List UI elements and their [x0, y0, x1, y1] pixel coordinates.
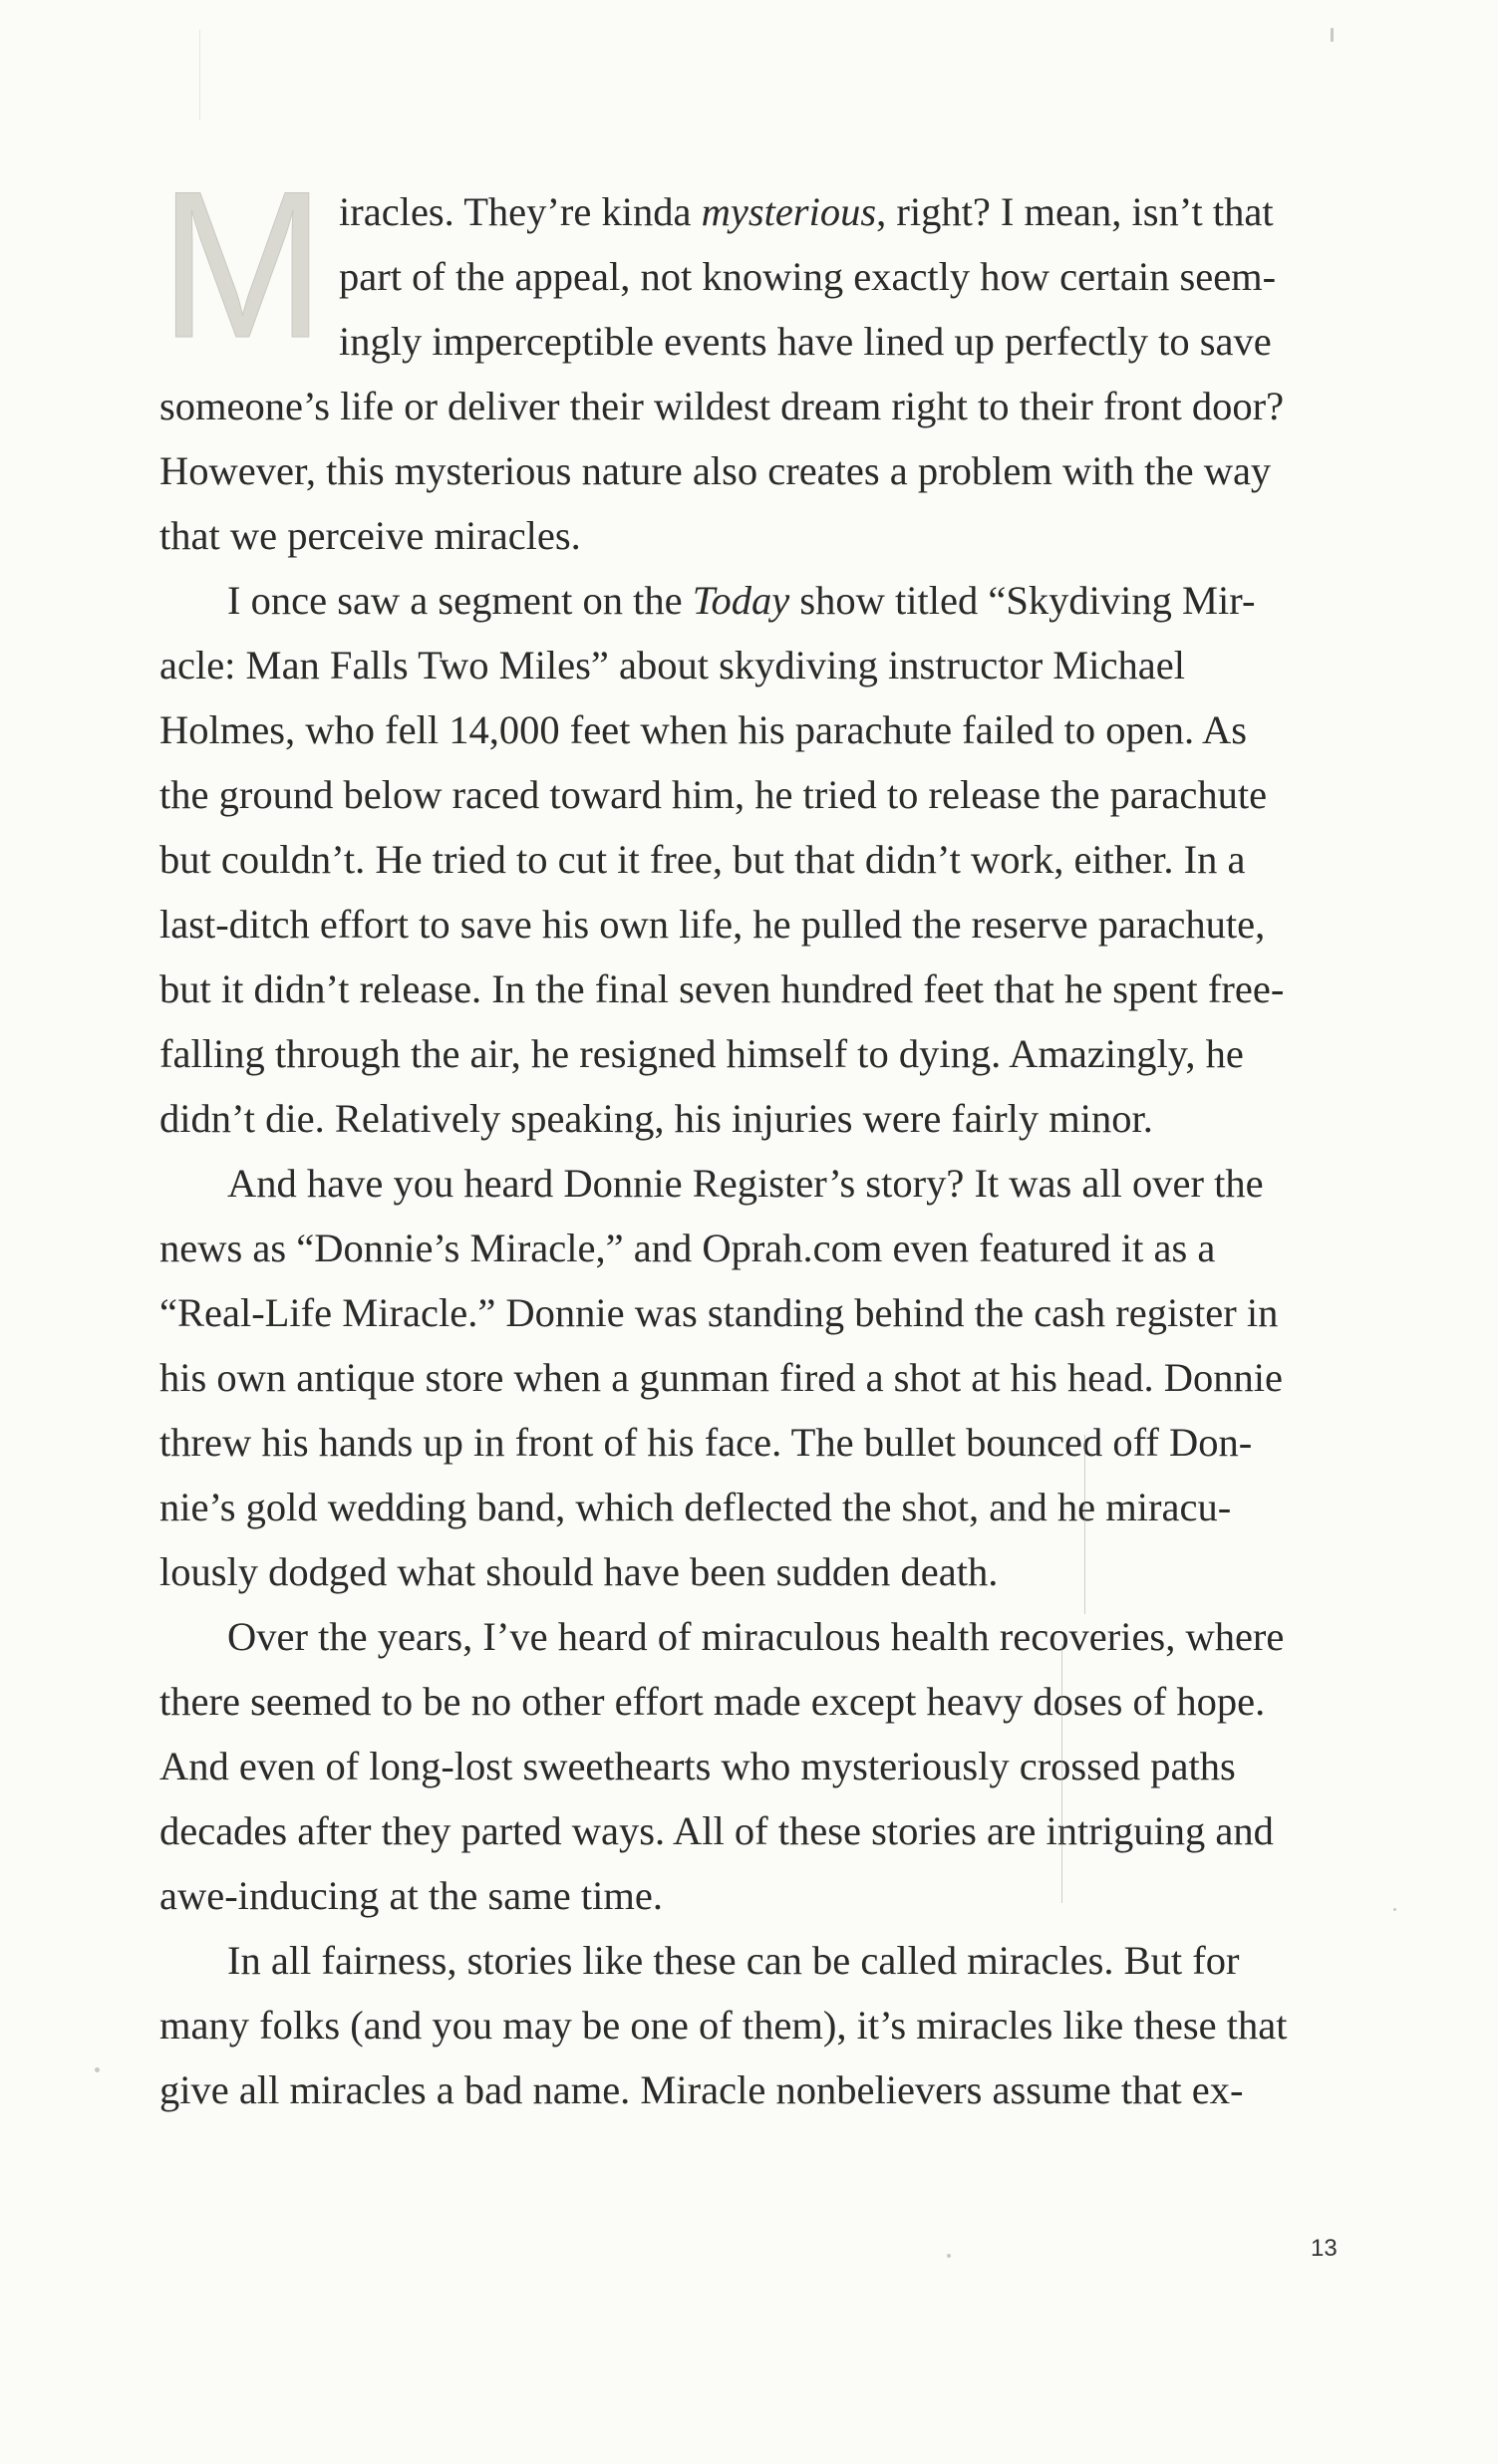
body-text — [159, 374, 1355, 2122]
text-line: In all fairness, stories like these can be called miracles. But for — [227, 1938, 1240, 1983]
text-line: someone’s life or deliver their wildest dream right to their front door? — [159, 384, 1285, 428]
text-line: iracles. They’re kinda mysterious, right? I mean, isn’t that — [339, 189, 1274, 234]
scan-artifact — [1061, 1644, 1062, 1903]
scan-speck — [1393, 1908, 1396, 1911]
text-line: I once saw a segment on the Today show titled “Skydiving Mir- — [227, 578, 1256, 623]
page-number: 13 — [1311, 2235, 1338, 2262]
text-line: And have you heard Donnie Register’s story? It was all over the — [227, 1161, 1264, 1206]
text-line: nie’s gold wedding band, which deflected the shot, and he miracu- — [159, 1485, 1232, 1529]
text-line: give all miracles a bad name. Miracle nonbelievers assume that ex- — [159, 2067, 1244, 2112]
text-line: awe-inducing at the same time. — [159, 1873, 663, 1918]
text-line: decades after they parted ways. All of these stories are intriguing and — [159, 1808, 1274, 1853]
text-line: falling through the air, he resigned himself to dying. Amazingly, he — [159, 1031, 1244, 1076]
text-line: lously dodged what should have been sudden death. — [159, 1549, 999, 1594]
scan-artifact — [1084, 1435, 1085, 1614]
text-line: the ground below raced toward him, he tried to release the parachute — [159, 772, 1268, 817]
drop-cap-letter: M — [159, 147, 326, 382]
scan-artifact — [199, 30, 200, 120]
text-line: Holmes, who fell 14,000 feet when his parachute failed to open. As — [159, 707, 1247, 752]
text-line: didn’t die. Relatively speaking, his injuries were fairly minor. — [159, 1096, 1153, 1141]
text-line: his own antique store when a gunman fired a shot at his head. Donnie — [159, 1355, 1283, 1400]
opening-lines — [339, 179, 1355, 374]
text-line: there seemed to be no other effort made except heavy doses of hope. — [159, 1679, 1266, 1724]
text-line: but it didn’t release. In the final seven hundred feet that he spent free- — [159, 966, 1285, 1011]
scan-speck — [95, 2067, 100, 2072]
text-line: news as “Donnie’s Miracle,” and Oprah.com even featured it as a — [159, 1226, 1216, 1270]
text-line: “Real-Life Miracle.” Donnie was standing behind the cash register in — [159, 1290, 1279, 1335]
text-line: many folks (and you may be one of them), it’s miracles like these that — [159, 2003, 1288, 2048]
text-line: acle: Man Falls Two Miles” about skydiving instructor Michael — [159, 643, 1185, 687]
scan-speck — [1331, 28, 1334, 42]
text-line: that we perceive miracles. — [159, 513, 581, 558]
text-line: threw his hands up in front of his face. The bullet bounced off Don- — [159, 1420, 1253, 1465]
text-line: part of the appeal, not knowing exactly how certain seem- — [339, 254, 1277, 299]
text-line: but couldn’t. He tried to cut it free, but that didn’t work, either. In a — [159, 837, 1246, 882]
text-line: However, this mysterious nature also creates a problem with the way — [159, 448, 1272, 493]
text-line: last-ditch effort to save his own life, he pulled the reserve parachute, — [159, 902, 1266, 947]
text-line: Over the years, I’ve heard of miraculous health recoveries, where — [227, 1614, 1285, 1659]
scan-speck — [947, 2254, 951, 2258]
text-line: ingly imperceptible events have lined up perfectly to save — [339, 319, 1272, 364]
text-line: And even of long-lost sweethearts who mysteriously crossed paths — [159, 1744, 1236, 1788]
